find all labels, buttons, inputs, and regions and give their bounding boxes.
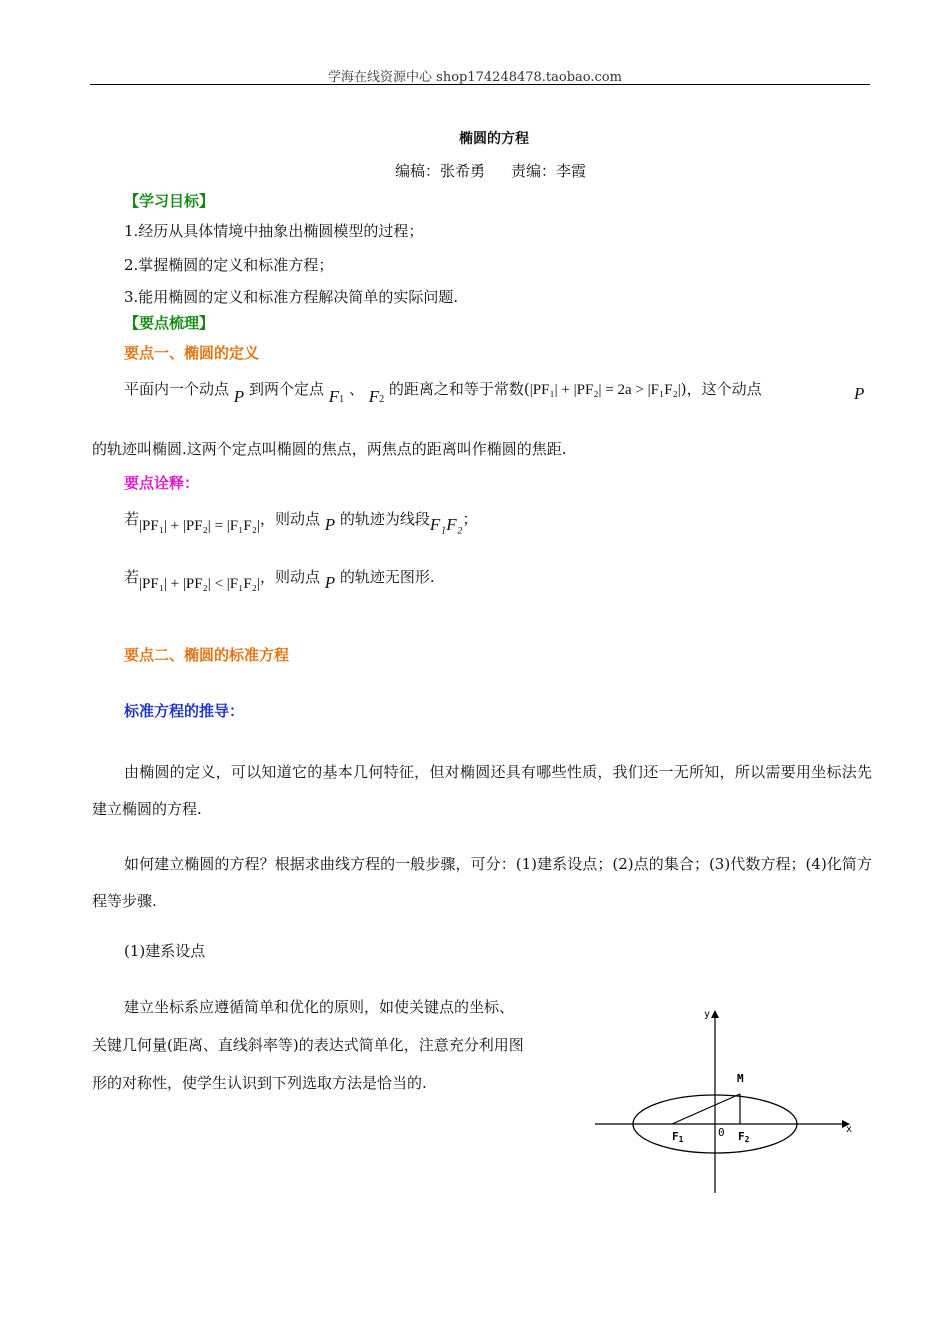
sum-expression: |PF₁| + |PF₂| = 2a > |F₁F₂|: [529, 382, 681, 398]
math-f1: [329, 387, 344, 406]
def-text-c: 的距离之和等于常数(: [388, 380, 530, 398]
note2-text-b: ，则动点: [259, 568, 320, 586]
point1-heading: 要点一、椭圆的定义: [124, 344, 260, 362]
math-p-note1: P: [324, 515, 336, 534]
definition-line-2: 的轨迹叫椭圆.这两个定点叫椭圆的焦点，两焦点的距离叫作椭圆的焦距.: [92, 440, 567, 458]
note-line-1: [124, 508, 478, 534]
eq-expression: |PF₁| + |PF₂| = |F₁F₂|: [139, 518, 260, 534]
note1-text-b: ，则动点: [259, 510, 320, 528]
step-1-title: (1)建系设点: [124, 942, 206, 960]
editor-credit: 责编：李霞: [511, 162, 587, 180]
definition-line-1: [124, 378, 762, 406]
note1-text-c: 的轨迹为线段: [339, 510, 430, 528]
derivation-heading: 标准方程的推导：: [124, 702, 245, 720]
math-f1-sub: 1: [339, 394, 345, 405]
def-text-d: )，这个动点: [680, 380, 762, 398]
paragraph-3-line-1: 建立坐标系应遵循简单和优化的原则，如使关键点的坐标、: [124, 998, 515, 1016]
focus-f1-sub: 1: [678, 1135, 684, 1144]
page-header: 学海在线资源中心 shop174248478.taobao.com: [328, 70, 622, 85]
math-p-end: P: [854, 384, 865, 403]
header-divider: [90, 84, 870, 85]
y-axis-arrow: [711, 1010, 719, 1018]
focus-f2-letter: F: [738, 1130, 745, 1143]
segment-f1-m: [672, 1094, 740, 1124]
paragraph-3-line-3: 形的对称性，使学生认识到下列选取方法是恰当的.: [92, 1074, 427, 1092]
paragraph-2: 如何建立椭圆的方程？根据求曲线方程的一般步骤，可分：(1)建系设点；(2)点的集合；(3)代数方程；(4)化简方程等步骤.: [92, 855, 872, 910]
focus-f2-label: [738, 1130, 750, 1144]
goals-heading: 【学习目标】: [124, 192, 215, 210]
math-p: P: [233, 387, 245, 406]
math-f1-letter: F: [328, 387, 340, 406]
math-f2-sub: 2: [379, 394, 385, 405]
def-text-a: 平面内一个动点: [124, 380, 230, 398]
goal-item-3: 3.能用椭圆的定义和标准方程解决简单的实际问题.: [124, 288, 459, 306]
x-axis-label: x: [846, 1124, 853, 1135]
paragraph-3-line-2: 关键几何量(距离、直线斜率等)的表达式简单化，注意充分利用图: [92, 1036, 524, 1054]
document-title: 椭圆的方程: [459, 131, 529, 147]
points-heading: 【要点梳理】: [124, 314, 215, 332]
focus-f1-letter: F: [672, 1130, 679, 1143]
math-p-note2: P: [324, 573, 336, 592]
note1-text-d: ；: [462, 510, 478, 528]
math-f2: [369, 387, 384, 406]
note2-text-a: 若: [124, 568, 140, 586]
note1-text-a: 若: [124, 510, 140, 528]
origin-label: 0: [718, 1126, 725, 1139]
segment-expression: F₁F₂: [429, 515, 463, 534]
goal-item-2: 2.掌握椭圆的定义和标准方程；: [124, 256, 334, 274]
lt-expression: |PF₁| + |PF₂| < |F₁F₂|: [139, 576, 260, 592]
focus-f2-sub: 2: [744, 1135, 750, 1144]
note-heading: 要点诠释：: [124, 474, 200, 492]
goal-item-1: 1.经历从具体情境中抽象出椭圆模型的过程；: [124, 222, 424, 240]
editor-credits: [395, 160, 586, 181]
author-credit: 编稿：张希勇: [395, 162, 486, 180]
note2-text-c: 的轨迹无图形.: [339, 568, 435, 586]
point-m-label: M: [737, 1072, 744, 1085]
def-separator: 、: [348, 380, 364, 398]
point2-heading: 要点二、椭圆的标准方程: [124, 646, 290, 664]
ellipse-figure: [590, 998, 870, 1198]
note-line-2: [124, 566, 435, 592]
math-f2-letter: F: [368, 387, 380, 406]
y-axis-label: y: [704, 1009, 711, 1020]
paragraph-1: 由椭圆的定义，可以知道它的基本几何特征，但对椭圆还具有哪些性质，我们还一无所知，所以需要用坐标法先建立椭圆的方程.: [92, 763, 872, 818]
def-text-b: 到两个定点: [248, 380, 324, 398]
focus-f1-label: [672, 1130, 684, 1144]
